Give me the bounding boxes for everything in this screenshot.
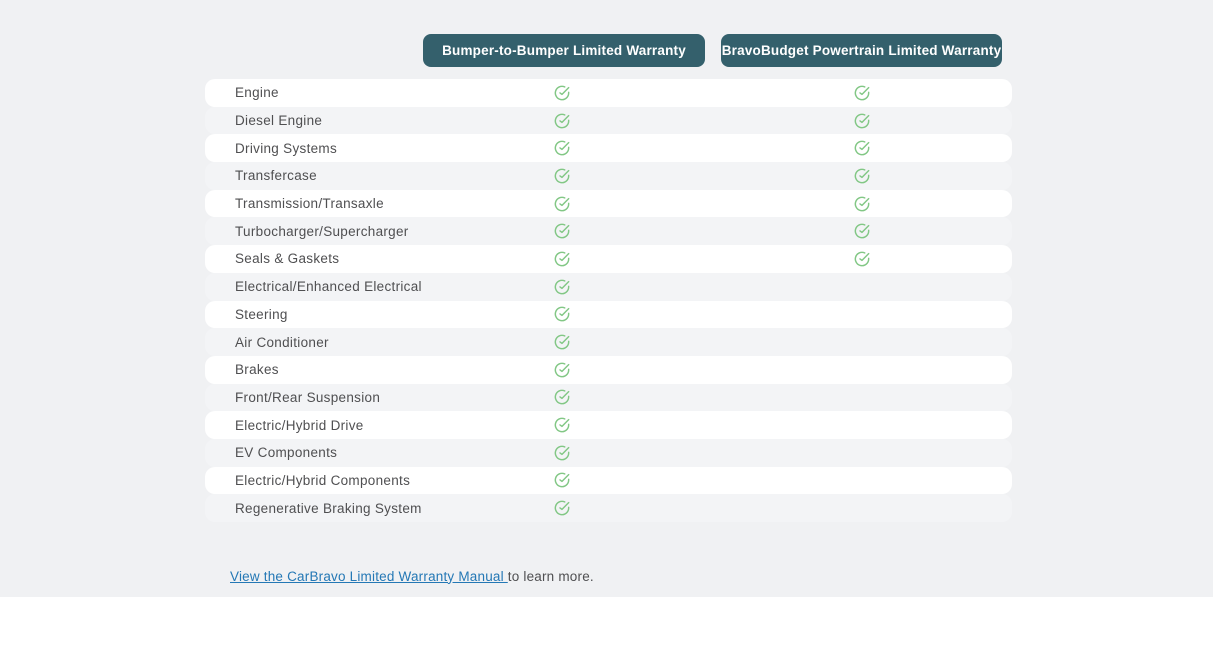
row-label: Front/Rear Suspension bbox=[235, 389, 381, 405]
table-row bbox=[205, 190, 1012, 218]
row-label: Regenerative Braking System bbox=[235, 500, 422, 516]
row-label: Driving Systems bbox=[235, 140, 338, 156]
row-label: Steering bbox=[235, 306, 288, 322]
check-circle-icon bbox=[854, 168, 870, 184]
row-label: Brakes bbox=[235, 362, 279, 378]
table-row bbox=[205, 107, 1012, 135]
table-row bbox=[205, 328, 1012, 356]
table-row bbox=[205, 439, 1012, 467]
check-circle-icon bbox=[554, 500, 570, 516]
table-row bbox=[205, 134, 1012, 162]
bumper-to-bumper-warranty-button[interactable]: Bumper-to-Bumper Limited Warranty bbox=[423, 34, 705, 67]
row-label: Air Conditioner bbox=[235, 334, 329, 350]
check-circle-icon bbox=[554, 472, 570, 488]
check-circle-icon bbox=[554, 279, 570, 295]
table-row bbox=[205, 162, 1012, 190]
check-circle-icon bbox=[554, 251, 570, 267]
table-row bbox=[205, 79, 1012, 107]
table-row bbox=[205, 356, 1012, 384]
row-label: EV Components bbox=[235, 445, 338, 461]
check-circle-icon bbox=[554, 168, 570, 184]
check-circle-icon bbox=[554, 334, 570, 350]
check-circle-icon bbox=[554, 445, 570, 461]
check-circle-icon bbox=[854, 85, 870, 101]
check-circle-icon bbox=[854, 140, 870, 156]
warranty-manual-note bbox=[230, 569, 594, 584]
check-circle-icon bbox=[854, 251, 870, 267]
table-row bbox=[205, 494, 1012, 522]
check-circle-icon bbox=[554, 389, 570, 405]
row-label: Electric/Hybrid Drive bbox=[235, 417, 364, 433]
row-label: Seals & Gaskets bbox=[235, 251, 340, 267]
table-row bbox=[205, 411, 1012, 439]
check-circle-icon bbox=[554, 306, 570, 322]
warranty-manual-link[interactable]: View the CarBravo Limited Warranty Manual bbox=[230, 568, 508, 584]
row-label: Electrical/Enhanced Electrical bbox=[235, 279, 422, 295]
row-label: Transmission/Transaxle bbox=[235, 196, 384, 212]
check-circle-icon bbox=[554, 113, 570, 129]
table-row bbox=[205, 217, 1012, 245]
table-row bbox=[205, 301, 1012, 329]
table-row bbox=[205, 467, 1012, 495]
table-row bbox=[205, 273, 1012, 301]
check-circle-icon bbox=[554, 362, 570, 378]
row-label: Engine bbox=[235, 85, 279, 101]
check-circle-icon bbox=[554, 417, 570, 433]
check-circle-icon bbox=[554, 85, 570, 101]
check-circle-icon bbox=[854, 196, 870, 212]
row-label: Electric/Hybrid Components bbox=[235, 472, 411, 488]
check-circle-icon bbox=[854, 223, 870, 239]
check-circle-icon bbox=[554, 223, 570, 239]
warranty-coverage-table bbox=[205, 79, 1012, 522]
powertrain-warranty-button[interactable]: BravoBudget Powertrain Limited Warranty bbox=[721, 34, 1002, 67]
warranty-manual-note-suffix: to learn more. bbox=[507, 568, 594, 584]
check-circle-icon bbox=[554, 140, 570, 156]
row-label: Diesel Engine bbox=[235, 113, 323, 129]
table-row bbox=[205, 245, 1012, 273]
row-label: Transfercase bbox=[235, 168, 317, 184]
check-circle-icon bbox=[854, 113, 870, 129]
row-label: Turbocharger/Supercharger bbox=[235, 223, 409, 239]
table-row bbox=[205, 384, 1012, 412]
check-circle-icon bbox=[554, 196, 570, 212]
